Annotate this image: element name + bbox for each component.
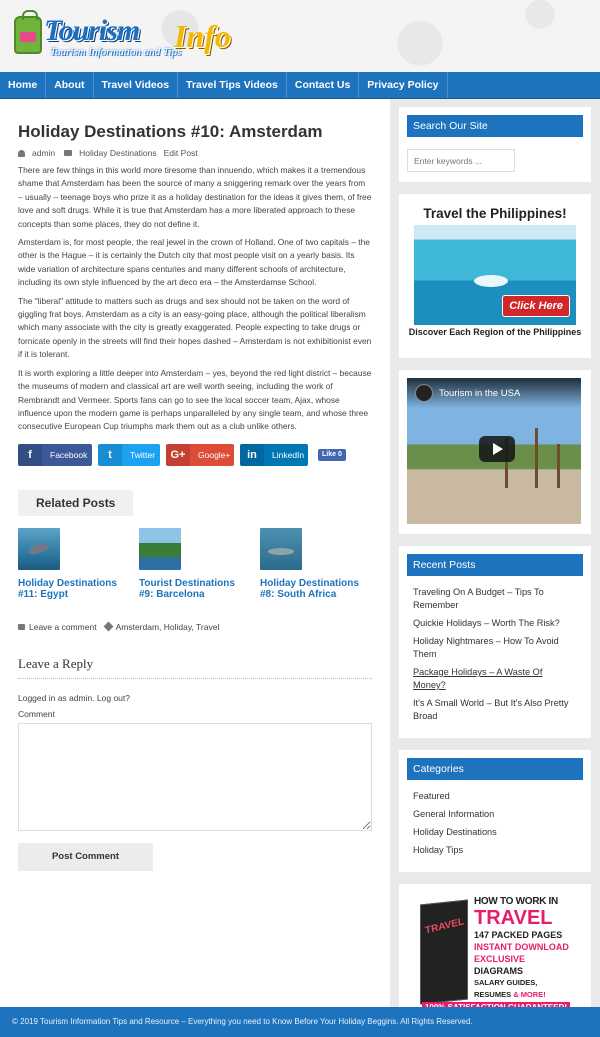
widget-heading: Categories bbox=[407, 758, 583, 780]
recent-post-link[interactable]: Holiday Nightmares – How To Avoid Them bbox=[413, 636, 559, 659]
search-widget bbox=[399, 107, 591, 182]
post-footer-meta bbox=[18, 622, 372, 632]
site-header bbox=[0, 0, 600, 72]
search-input[interactable] bbox=[407, 149, 515, 172]
share-bar bbox=[18, 444, 372, 466]
video-embed[interactable] bbox=[407, 378, 581, 524]
channel-avatar[interactable] bbox=[415, 384, 433, 402]
share-label: Twitter bbox=[130, 449, 156, 460]
ad-click-here-button[interactable]: Click Here bbox=[502, 295, 570, 317]
logged-in-text[interactable]: Logged in as admin. Log out? bbox=[18, 692, 131, 703]
related-posts bbox=[18, 528, 372, 600]
related-post-thumbnail[interactable] bbox=[260, 528, 302, 570]
logo-tagline: Tourism Information and Tips bbox=[50, 46, 182, 58]
related-post-title[interactable]: Holiday Destinations #11: Egypt bbox=[18, 577, 117, 600]
author-icon bbox=[18, 150, 25, 157]
recent-post-link[interactable]: It's A Small World – But It's Also Pretty Broad bbox=[413, 698, 569, 721]
philippines-ad-widget[interactable] bbox=[399, 194, 591, 358]
video-title-bar bbox=[407, 378, 581, 408]
nav-item-contact-us[interactable]: Contact Us bbox=[287, 72, 359, 98]
ad-title: Travel the Philippines! bbox=[423, 206, 567, 221]
post-title: Holiday Destinations #10: Amsterdam bbox=[18, 122, 323, 141]
comment-textarea[interactable] bbox=[18, 723, 372, 831]
main-content bbox=[0, 99, 390, 1007]
facebook-like-button[interactable]: Like 0 bbox=[318, 449, 346, 461]
share-label: Google+ bbox=[198, 449, 231, 460]
nav-item-travel-tips-videos[interactable]: Travel Tips Videos bbox=[178, 72, 287, 98]
ad-image[interactable] bbox=[414, 225, 576, 325]
post-paragraph: The "liberal" attitude to matters such as drugs and sex should not be taken on the word of giggling frat boys. Amsterdam as a city is an easy-going place, although the political liberalism which many associate with the city is greatly exaggerated. People expecting to take drugs or fornicate openly in the streets will find their hopes dashed – Amsterdam is not exhibitionist even if it is tolerant. bbox=[18, 295, 372, 360]
share-label: Facebook bbox=[50, 449, 88, 460]
reply-heading: Leave a Reply bbox=[18, 656, 372, 679]
facebook-icon: f bbox=[18, 444, 42, 466]
nav-item-about[interactable]: About bbox=[46, 72, 93, 98]
linkedin-icon: in bbox=[240, 444, 264, 466]
post-paragraph: It is worth exploring a little deeper into Amsterdam – yes, beyond the red light district – because the museums of modern and classical art are well worth seeing, including the work of Rembrandt and Vermeer. Sports fans can go to see the local soccer team, Ajax, whose influence upon the modern game is perhaps unparalleled by any single team, and whose three consecutive European Cup triumphs mark them out as a club unlike others. bbox=[18, 367, 372, 432]
category-link[interactable]: Featured bbox=[413, 791, 450, 801]
related-post-item[interactable] bbox=[18, 528, 121, 600]
sidebar bbox=[399, 99, 591, 1022]
twitter-icon: t bbox=[98, 444, 122, 466]
widget-heading: Recent Posts bbox=[407, 554, 583, 576]
book-ad[interactable] bbox=[420, 896, 570, 1014]
post-tags[interactable]: Amsterdam, Holiday, Travel bbox=[115, 621, 220, 632]
recent-posts-widget bbox=[399, 546, 591, 738]
logo-word-info: Info bbox=[174, 18, 231, 54]
book-line-highlight: & MORE! bbox=[513, 990, 546, 999]
nav-item-privacy-policy[interactable]: Privacy Policy bbox=[359, 72, 447, 98]
share-linkedin-button[interactable] bbox=[240, 444, 308, 466]
book-line-rest: SALARY GUIDES, RESUMES bbox=[474, 978, 538, 999]
nav-item-travel-videos[interactable]: Travel Videos bbox=[94, 72, 179, 98]
recent-post-link[interactable]: Package Holidays – A Waste Of Money? bbox=[413, 667, 543, 690]
palm-tree bbox=[557, 444, 560, 488]
book-line bbox=[474, 953, 570, 977]
site-footer bbox=[0, 1007, 600, 1037]
share-label: LinkedIn bbox=[272, 449, 305, 460]
comment-icon bbox=[18, 624, 25, 630]
post-comment-button[interactable]: Post Comment bbox=[18, 843, 153, 871]
book-ad-widget[interactable] bbox=[399, 884, 591, 1022]
play-icon[interactable] bbox=[479, 436, 515, 462]
google-plus-icon: G+ bbox=[166, 444, 190, 466]
category-link[interactable]: Holiday Destinations bbox=[79, 148, 157, 158]
nav-item-home[interactable]: Home bbox=[0, 72, 46, 98]
book-line: HOW TO WORK IN bbox=[474, 896, 558, 907]
palm-tree bbox=[535, 428, 538, 488]
related-post-thumbnail[interactable] bbox=[139, 528, 181, 570]
ad-caption: Discover Each Region of the Philippines bbox=[408, 327, 582, 337]
recent-posts-list bbox=[407, 586, 583, 723]
book-line: 147 PACKED PAGES bbox=[474, 930, 563, 940]
post-meta bbox=[18, 148, 372, 158]
video-title[interactable]: Tourism in the USA bbox=[439, 387, 521, 399]
site-logo[interactable] bbox=[14, 12, 234, 60]
tag-icon bbox=[103, 622, 113, 632]
share-twitter-button[interactable] bbox=[98, 444, 160, 466]
recent-post-link[interactable]: Traveling On A Budget – Tips To Remember bbox=[413, 587, 544, 610]
category-link[interactable]: General Information bbox=[413, 809, 495, 819]
author-link[interactable]: admin bbox=[32, 148, 56, 158]
book-line-highlight: EXCLUSIVE bbox=[474, 954, 526, 964]
share-facebook-button[interactable] bbox=[18, 444, 92, 466]
categories-list bbox=[407, 790, 583, 857]
book-line: INSTANT DOWNLOAD bbox=[474, 942, 569, 952]
categories-widget bbox=[399, 750, 591, 872]
share-google-button[interactable] bbox=[166, 444, 234, 466]
main-nav bbox=[0, 72, 600, 99]
post-paragraph: There are few things in this world more tiresome than innuendo, which makes it a tremendous shame that Amsterdam has been the source of many a sniggering remark over the years from – usually – teenage boys who prize it as a holiday destination for the ideas it gives them, of free love and soft drugs. While it is true that Amsterdam has a more liberated approach to these concepts than some places, they do not define it. bbox=[18, 165, 372, 229]
comment-label: Comment bbox=[18, 708, 55, 719]
copyright-text: © 2019 Tourism Information Tips and Resource – Everything you need to Know Before Your Holiday Beggins. All Rights Reserved. bbox=[12, 1017, 473, 1026]
leave-comment-link[interactable]: Leave a comment bbox=[29, 621, 97, 632]
backpack-icon bbox=[14, 16, 42, 54]
book-ad-text bbox=[474, 896, 570, 1013]
book-line-rest: DIAGRAMS bbox=[474, 966, 523, 976]
folder-icon bbox=[64, 150, 72, 156]
category-link[interactable]: Holiday Tips bbox=[413, 845, 464, 855]
related-post-title[interactable]: Tourist Destinations #9: Barcelona bbox=[139, 577, 235, 600]
related-posts-heading: Related Posts bbox=[18, 490, 133, 516]
widget-heading: Search Our Site bbox=[407, 115, 583, 137]
category-link[interactable]: Holiday Destinations bbox=[413, 827, 497, 837]
edit-post-link[interactable]: Edit Post bbox=[163, 148, 198, 158]
related-post-thumbnail[interactable] bbox=[18, 528, 60, 570]
related-post-item[interactable] bbox=[139, 528, 242, 600]
post-paragraph: Amsterdam is, for most people, the real jewel in the crown of Holland. One of two capitals – the other is the Hague – it is certainly the Dutch city that most people visit on a yearly basis. Its wide variation of architecture spans centuries and many different schools of architecture, including its own style influenced by the art deco era – the Amsterdamse School. bbox=[18, 237, 370, 288]
related-post-title[interactable]: Holiday Destinations #8: South Africa bbox=[260, 577, 359, 600]
recent-post-link[interactable]: Quickie Holidays – Worth The Risk? bbox=[413, 618, 560, 628]
video-widget bbox=[399, 370, 591, 534]
related-post-item[interactable] bbox=[260, 528, 363, 600]
book-line bbox=[474, 977, 570, 1001]
logo-word-tourism: Tourism bbox=[44, 14, 140, 47]
book-cover-image bbox=[420, 899, 468, 1004]
book-line: TRAVEL bbox=[474, 907, 553, 929]
